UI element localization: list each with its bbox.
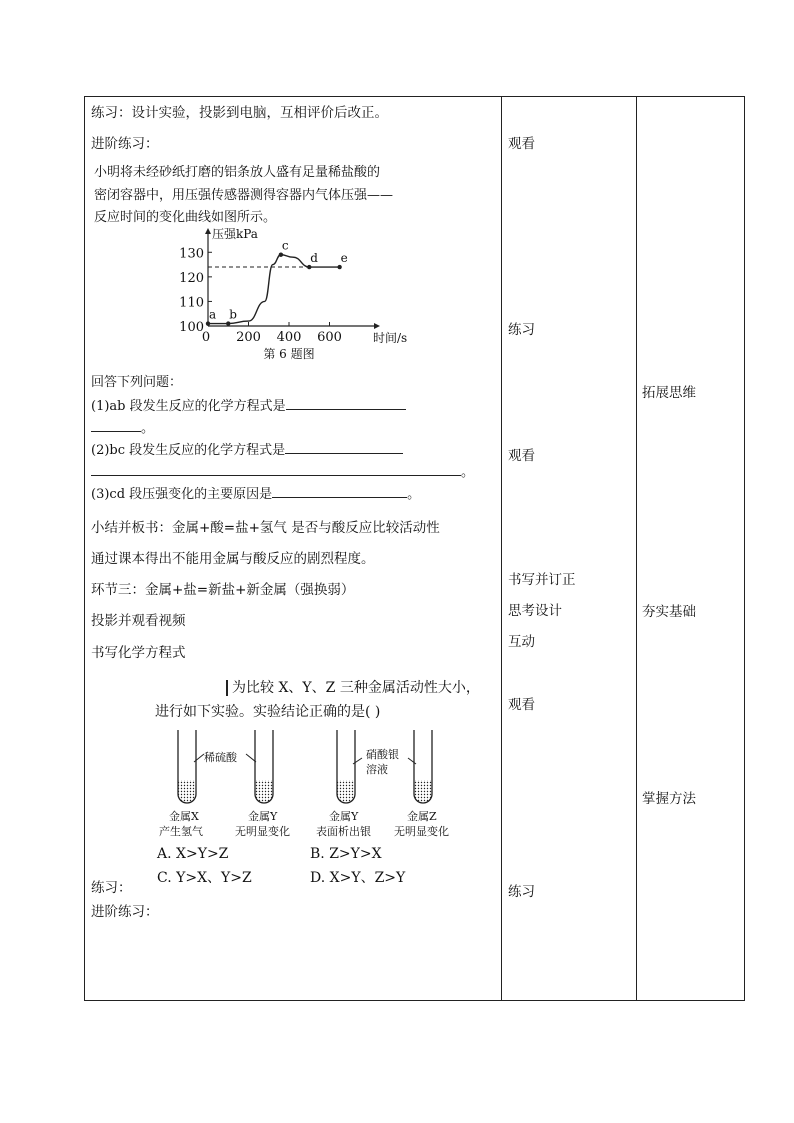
xyz-question-line2: 进行如下实验。实验结论正确的是( ) (155, 704, 381, 720)
x-tick-label: 200 (236, 330, 261, 345)
point-label-a: a (209, 307, 217, 322)
y-axis-label: 压强kPa (212, 227, 258, 241)
point-label-b: b (229, 307, 237, 322)
write-equation-text: 书写化学方程式 (91, 645, 186, 661)
test-tube-2 (255, 730, 273, 803)
point-d (307, 265, 311, 269)
column-divider-2 (636, 97, 637, 1000)
x-axis-arrow (374, 323, 380, 329)
answer-1-period: 。 (141, 421, 155, 436)
student-activity-write: 书写并订正 (508, 572, 576, 588)
point-label-d: d (310, 251, 318, 266)
option-c[interactable]: C. Y>X、Y>Z (157, 870, 252, 886)
tube-4-metal: 金属Z (407, 810, 437, 823)
advanced-practice-label: 进阶练习： (91, 136, 159, 152)
tube-1-result: 产生氢气 (159, 825, 203, 838)
answer-3-text: (3)cd 段压强变化的主要原因是 (91, 487, 273, 502)
answer-line-3 (91, 485, 420, 503)
x-tick-label: 0 (201, 330, 211, 345)
y-axis-arrow (205, 228, 211, 234)
point-c (279, 253, 283, 257)
y-tick-label: 100 (179, 320, 204, 335)
chart-title: 第 6 题图 (263, 347, 315, 361)
student-activity-practice-1: 练习 (508, 322, 535, 338)
practice-label: 练习： (91, 880, 132, 896)
advanced-practice-label-2: 进阶练习： (91, 904, 159, 920)
answer-line-2b (91, 463, 474, 481)
answer-2-blank[interactable] (285, 441, 403, 454)
salt-label-2: 溶液 (366, 763, 388, 776)
point-b (226, 321, 230, 325)
option-d[interactable]: D. X>Y、Z>Y (310, 870, 406, 886)
answer-line-2 (91, 441, 403, 459)
tube-1-metal: 金属X (169, 810, 199, 823)
tube-3-metal: 金属Y (329, 810, 359, 823)
y-tick-label: 110 (179, 295, 204, 311)
student-activity-watch-3: 观看 (508, 697, 535, 713)
section3-title: 环节三：金属+盐=新盐+新金属（强换弱） (91, 582, 355, 598)
column-divider-1 (501, 97, 502, 1000)
salt-label-1: 硝酸银 (366, 748, 399, 761)
answer-intro: 回答下列问题： (91, 375, 183, 390)
answer-1-blank[interactable] (286, 397, 406, 410)
acid-label: 稀硫酸 (204, 751, 237, 764)
answer-1-text: (1)ab 段发生反应的化学方程式是 (91, 399, 286, 414)
option-a[interactable]: A. X>Y>Z (157, 846, 229, 862)
option-b[interactable]: B. Z>Y>X (310, 846, 382, 862)
answer-line-1b (91, 419, 154, 437)
point-e (337, 265, 341, 269)
practice-design-text: 练习：设计实验，投影到电脑，互相评价后改正。 (91, 105, 388, 121)
x-tick-label: 400 (276, 330, 302, 345)
test-tube-1 (178, 730, 196, 803)
xyz-question-line1 (226, 680, 480, 697)
salt-pointer-2 (408, 758, 416, 764)
student-activity-interact: 互动 (508, 634, 535, 650)
video-text: 投影并观看视频 (91, 613, 186, 629)
x-tick-label: 600 (317, 330, 342, 345)
y-tick-label: 120 (179, 270, 204, 286)
answer-2-text: (2)bc 段发生反应的化学方程式是 (91, 443, 286, 458)
student-activity-watch-2: 观看 (508, 448, 535, 464)
point-label-c: c (281, 238, 289, 253)
tube-2-result: 无明显变化 (235, 825, 290, 838)
intent-master-method: 掌握方法 (642, 791, 696, 807)
tube-3-result: 表面析出银 (316, 825, 371, 838)
tube-2-metal: 金属Y (248, 810, 278, 823)
textbook-note: 通过课本得出不能用金属与酸反应的剧烈程度。 (91, 551, 375, 567)
intent-solid-foundation: 夯实基础 (642, 604, 696, 620)
y-tick-label: 130 (179, 246, 204, 262)
x-axis-label: 时间/s (373, 331, 408, 345)
intent-expand-thinking: 拓展思维 (642, 385, 696, 401)
answer-2-blank-cont[interactable] (91, 463, 461, 476)
answer-2-period: 。 (461, 465, 475, 480)
answer-3-period: 。 (407, 487, 421, 502)
question6-line3: 反应时间的变化曲线如图所示。 (94, 210, 277, 225)
test-tube-3 (337, 730, 355, 803)
student-activity-design: 思考设计 (508, 603, 562, 619)
answer-1-blank-cont[interactable] (91, 419, 141, 432)
student-activity-practice-2: 练习 (508, 884, 535, 900)
student-activity-watch-1: 观看 (508, 136, 535, 152)
test-tube-4 (414, 730, 432, 803)
question6-line1: 小明将未经砂纸打磨的铝条放人盛有足量稀盐酸的 (94, 165, 381, 180)
pressure-time-chart (170, 226, 408, 366)
pressure-curve (208, 255, 340, 324)
xyz-question-text1: 为比较 X、Y、Z 三种金属活动性大小， (232, 680, 480, 696)
answer-line-1 (91, 397, 406, 415)
question6-line2: 密闭容器中，用压强传感器测得容器内气体压强—— (94, 188, 394, 203)
point-label-e: e (340, 251, 348, 266)
answer-3-blank[interactable] (272, 485, 407, 498)
point-a (206, 321, 210, 325)
tube-4-result: 无明显变化 (394, 825, 449, 838)
summary-text: 小结并板书：金属+酸=盐+氢气 是否与酸反应比较活动性 (91, 520, 440, 536)
